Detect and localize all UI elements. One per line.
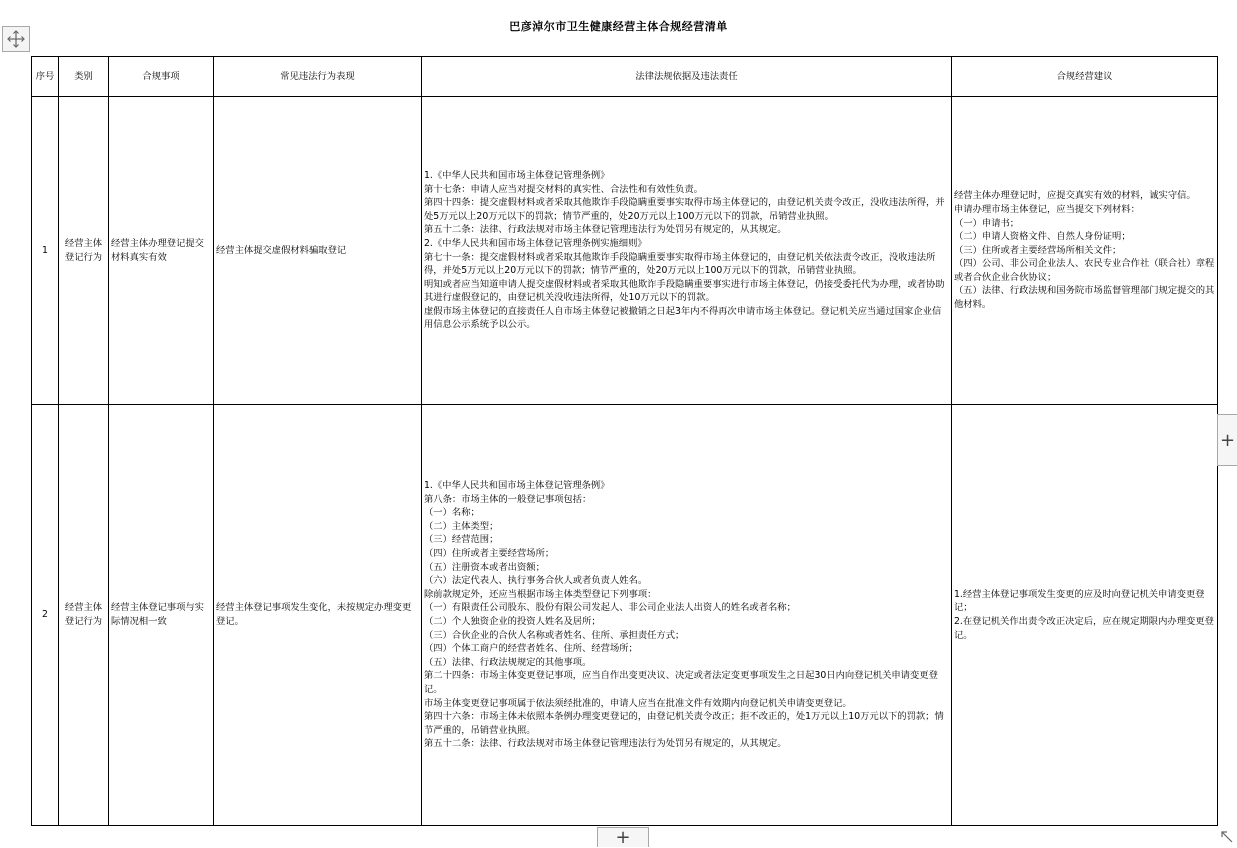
row-compliance-item: 经营主体办理登记提交材料真实有效 [109,97,214,405]
table-row [32,405,1218,826]
add-row-button[interactable] [597,827,649,847]
row-category: 经营主体登记行为 [59,97,109,405]
table-resize-handle[interactable] [1219,829,1235,845]
row-category: 经营主体登记行为 [59,405,109,826]
row-violation: 经营主体提交虚假材料骗取登记 [214,97,422,405]
row-advice: 1.经营主体登记事项发生变更的应及时向登记机关申请变更登记； 2.在登记机关作出责令改正决定后，应在规定期限内办理变更登记。 [952,405,1218,826]
row-violation: 经营主体登记事项发生变化，未按规定办理变更登记。 [214,405,422,826]
table-row [32,97,1218,405]
row-compliance-item: 经营主体登记事项与实际情况相一致 [109,405,214,826]
document-title: 巴彦淖尔市卫生健康经营主体合规经营清单 [509,20,728,33]
row-legal-basis: 1.《中华人民共和国市场主体登记管理条例》 第八条：市场主体的一般登记事项包括： （一）名称； （二）主体类型； （三）经营范围； （四）住所或者主要经营场所； （五）注册资本或者出资额； （六）法定代表人、执行事务合伙人或者负责人姓名。 除前款规定外，还应当根据市场主体类型登记下列事项： （一）有限责任公司股东、股份有限公司发起人、非公司企业法人出资人的姓名或者名称； （二）个人独资企业的投资人姓名及居所； （三）合伙企业的合伙人名称或者姓名、住所、承担责任方式； （四）个体工商户的经营者姓名、住所、经营场所； （五）法律、行政法规规定的其他事项。 第二十四条：市场主体变更登记事项，应当自作出变更决议、决定或者法定变更事项发生之日起30日内向登记机关申请变更登记。 市场主体变更登记事项属于依法须经批准的，申请人应当在批准文件有效期内向登记机关申请变更登记。 第四十六条：市场主体未依照本条例办理变更登记的，由登记机关责令改正；拒不改正的，处1万元以上10万元以下的罚款；情节严重的，吊销营业执照。 第五十二条：法律、行政法规对市场主体登记管理违法行为处罚另有规定的，从其规定。 [422,405,952,826]
header-category: 类别 [59,57,109,97]
row-index: 2 [32,405,59,826]
header-legal-basis: 法律法规依据及违法责任 [422,57,952,97]
header-advice: 合规经营建议 [952,57,1218,97]
compliance-table [31,56,1218,826]
row-advice: 经营主体办理登记时，应提交真实有效的材料，诚实守信。 申请办理市场主体登记，应当提交下列材料： （一）申请书； （二）申请人资格文件、自然人身份证明； （三）住所或者主要经营场所相关文件； （四）公司、非公司企业法人、农民专业合作社（联合社）章程或者合伙企业合伙协议； （五）法律、行政法规和国务院市场监督管理部门规定提交的其他材料。 [952,97,1218,405]
resize-diagonal-icon [1220,830,1234,844]
table-header-row [32,57,1218,97]
plus-icon: + [1219,429,1236,451]
header-index: 序号 [32,57,59,97]
row-index: 1 [32,97,59,405]
header-compliance-item: 合规事项 [109,57,214,97]
add-column-button[interactable] [1217,414,1237,466]
plus-icon: + [615,827,631,848]
row-legal-basis: 1.《中华人民共和国市场主体登记管理条例》 第十七条：申请人应当对提交材料的真实性、合法性和有效性负责。 第四十四条：提交虚假材料或者采取其他欺诈手段隐瞒重要事实取得市场主体登记的，由登记机关责令改正，没收违法所得，并处5万元以上20万元以下的罚款；情节严重的，处20万元以上100万元以下的罚款，吊销营业执照。 第五十二条：法律、行政法规对市场主体登记管理违法行为处罚另有规定的，从其规定。 2.《中华人民共和国市场主体登记管理条例实施细则》 第七十一条：提交虚假材料或者采取其他欺诈手段隐瞒重要事实取得市场主体登记的，由登记机关依法责令改正，没收违法所得，并处5万元以上20万元以下的罚款；情节严重的，处20万元以上100万元以下的罚款，吊销营业执照。 明知或者应当知道申请人提交虚假材料或者采取其他欺诈手段隐瞒重要事实进行市场主体登记，仍接受委托代为办理，或者协助其进行虚假登记的，由登记机关没收违法所得，处10万元以下的罚款。 虚假市场主体登记的直接责任人自市场主体登记被撤销之日起3年内不得再次申请市场主体登记。登记机关应当通过国家企业信用信息公示系统予以公示。 [422,97,952,405]
header-violation: 常见违法行为表现 [214,57,422,97]
